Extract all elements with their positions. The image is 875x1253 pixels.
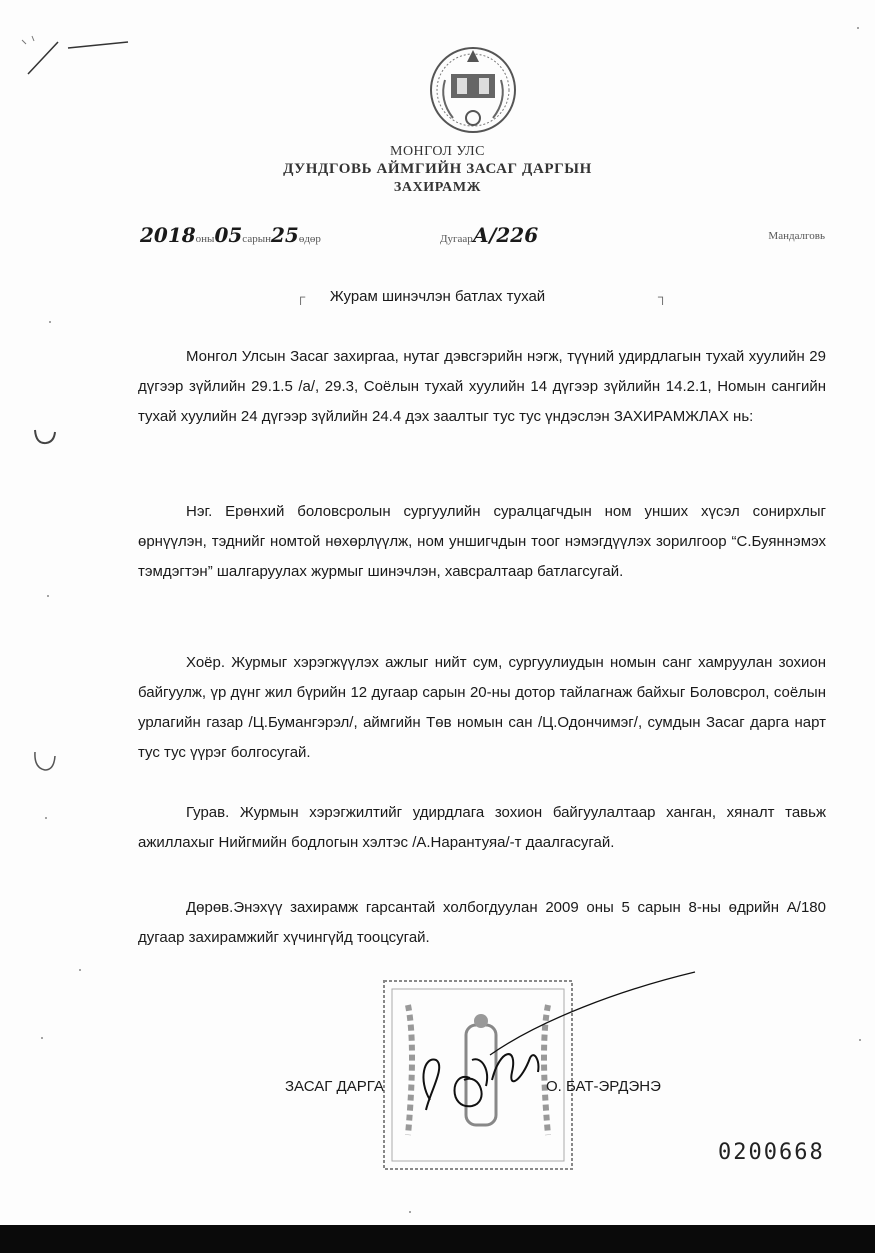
date-day: 25 bbox=[270, 223, 299, 247]
date-day-suffix: өдөр bbox=[298, 233, 321, 245]
paragraph-three: Гурав. Журмын хэрэгжилтийг удирдлага зохион байгуулалтаар ханган, хяналт тавьж ажиллахыг Нийгмийн бодлогын хэлтэс /А.Нарантуяа/-т даалгасугай. bbox=[138, 804, 826, 851]
paragraph-two: Хоёр. Журмыг хэрэгжүүлэх ажлыг нийт сум, сургуулиудын номын санг хамруулан зохион байгуулж, үр дүнг жил бүрийн 12 дугаар сарын 20-ны дотор тайлагнаж байхыг Боловсрол, соёлын урлагийн газар /Ц.Бумангэрэл/, аймгийн Төв номын сан /Ц.Одончимэг/, сумдын Засаг дарга нарт тус тус үүрэг болгосугай. bbox=[138, 654, 826, 761]
issuer-name: ДУНДГОВЬ АЙМГИЙН ЗАСАГ ДАРГЫН bbox=[283, 161, 592, 177]
document-number: А/226 bbox=[472, 223, 539, 247]
document-subject: Журам шинэчлэн батлах тухай bbox=[329, 288, 546, 305]
date-year-suffix: оны bbox=[195, 233, 215, 245]
bracket-right: ┐ bbox=[658, 289, 668, 304]
number-label: Дугаар bbox=[440, 233, 473, 245]
serial-number: 0200668 bbox=[718, 1140, 825, 1165]
bracket-left: ┌ bbox=[296, 289, 306, 304]
date-month: 05 bbox=[214, 223, 243, 247]
paragraph-one: Нэг. Ерөнхий боловсролын сургуулийн суралцагчдын ном унших хүсэл сонирхлыг өрнүүлэн, тэднийг номтой нөхөрлүүлж, ном уншигчдын тоог нэмэгдүүлэх зорилгоор “С.Буяннэмэх тэмдэгтэн” шалгаруулах журмыг шинэчлэн, хавсралтаар батлагсугай. bbox=[138, 503, 826, 580]
paragraph-preamble: Монгол Улсын Засаг захиргаа, нутаг дэвсгэрийн нэгж, түүний удирдлагын тухай хуулийн 29 дүгээр зүйлийн 29.1.5 /а/, 29.3, Соёлын тухай хуулийн 14 дүгээр зүйлийн 14.2.1, Номын сангийн тухай хуулийн 24 дүгээр зүйлийн 24.4 дэх заалтыг тус тус үндэслэн ЗАХИРАМЖЛАХ нь: bbox=[138, 348, 826, 425]
country-name: МОНГОЛ УЛС bbox=[390, 144, 485, 159]
scan-bottom-edge bbox=[0, 1225, 875, 1253]
document-type: ЗАХИРАМЖ bbox=[393, 180, 482, 195]
place-name: Мандалговь bbox=[768, 230, 825, 242]
signatory-title: ЗАСАГ ДАРГА bbox=[285, 1078, 384, 1095]
paragraph-four: Дөрөв.Энэхүү захирамж гарсантай холбогдуулан 2009 оны 5 сарын 8-ны өдрийн А/180 дугаар захирамжийг хүчингүйд тооцсугай. bbox=[138, 899, 826, 946]
date-year: 2018 bbox=[140, 223, 196, 247]
signatory-name: О. БАТ-ЭРДЭНЭ bbox=[546, 1078, 661, 1095]
date-month-suffix: сарын bbox=[242, 233, 271, 245]
